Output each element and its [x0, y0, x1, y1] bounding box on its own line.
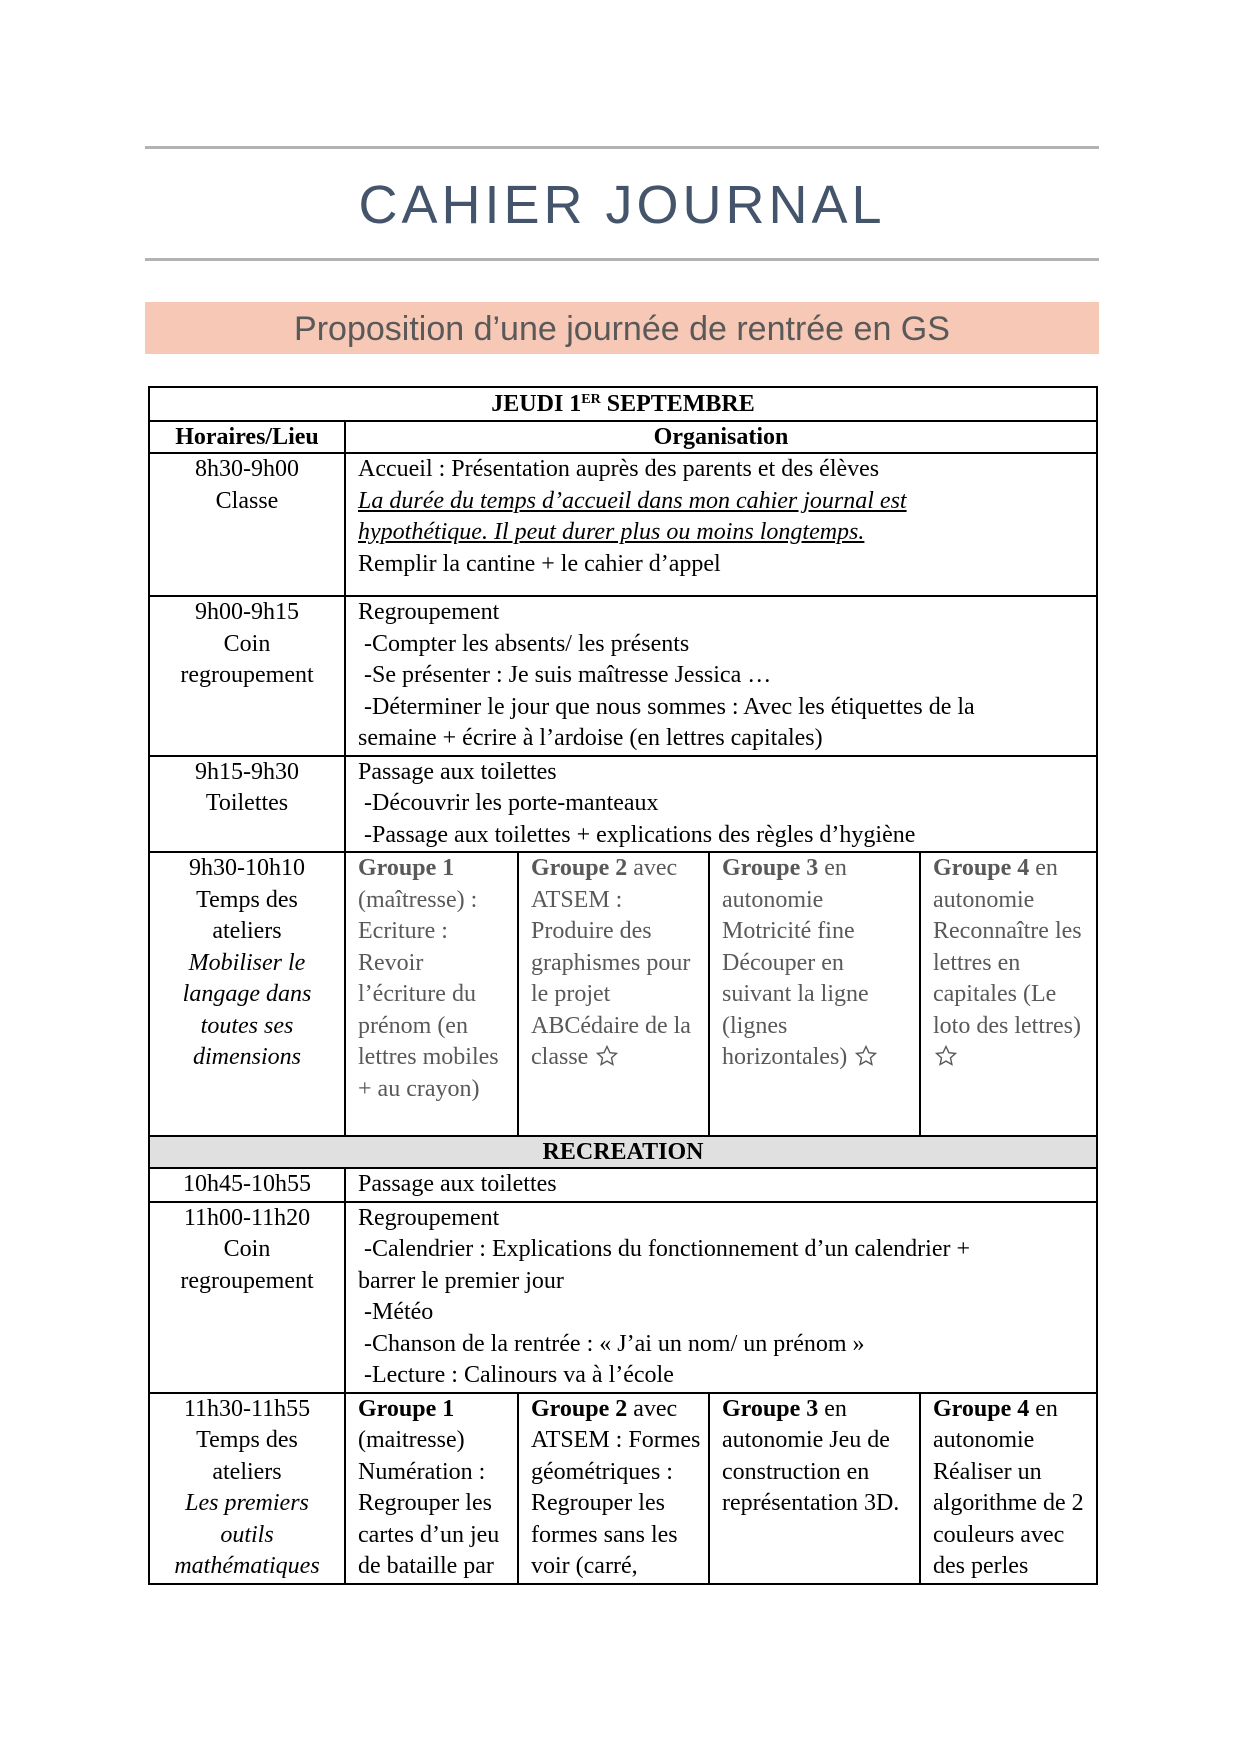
table-row [149, 453, 1097, 596]
organisation-cell: Regroupement -Compter les absents/ les présents -Se présenter : Je suis maîtresse Jessica … -Déterminer le jour que nous sommes : Avec les étiquettes de la semaine + écrire à l’ardoise (en lettres capitales) [345, 596, 1097, 756]
star-icon [853, 1044, 879, 1070]
journal-table [148, 386, 1098, 1585]
time-cell: 11h00-11h20 Coin regroupement [149, 1202, 345, 1393]
column-header-time: Horaires/Lieu [149, 421, 345, 453]
page-title: CAHIER JOURNAL [358, 175, 886, 235]
time-cell: 10h45-10h55 [149, 1168, 345, 1202]
time-cell: 9h30-10h10 Temps des ateliers Mobiliser le langage dans toutes ses dimensions [149, 852, 345, 1136]
group-cell-1: Groupe 1 (maîtresse) : Ecriture : Revoir l’écriture du prénom (en lettres mobiles + au crayon) [345, 852, 518, 1136]
column-header-organisation: Organisation [345, 421, 1097, 453]
organisation-cell: Accueil : Présentation auprès des parents et des élèves La durée du temps d’accueil dans mon cahier journal est hypothétique. Il peut durer plus ou moins longtemps. Remplir la cantine + le cahier d’appel [345, 453, 1097, 596]
time-cell: 8h30-9h00 Classe [149, 453, 345, 596]
recreation-row [149, 1136, 1097, 1168]
time-cell: 9h15-9h30 Toilettes [149, 756, 345, 853]
recreation-label: RECREATION [149, 1136, 1097, 1168]
group-cell-3: Groupe 3 en autonomie Jeu de construction en représentation 3D. [709, 1393, 920, 1584]
page-subtitle: Proposition d’une journée de rentrée en GS [145, 302, 1099, 354]
learning-domain: Les premiers outils mathématiques [174, 1490, 320, 1579]
top-rule [145, 146, 1099, 149]
table-row [149, 596, 1097, 756]
organisation-cell: Passage aux toilettes [345, 1168, 1097, 1202]
table-row [149, 1202, 1097, 1393]
star-icon [594, 1044, 620, 1070]
organisation-cell: Passage aux toilettes -Découvrir les porte-manteaux -Passage aux toilettes + explications des règles d’hygiène [345, 756, 1097, 853]
group-cell-4: Groupe 4 en autonomie Réaliser un algorithme de 2 couleurs avec des perles [920, 1393, 1097, 1584]
star-icon [933, 1044, 959, 1070]
day-header-row [149, 387, 1097, 421]
workshop-row [149, 1393, 1097, 1584]
bottom-rule [145, 258, 1099, 261]
group-cell-2: Groupe 2 avec ATSEM : Formes géométriques : Regrouper les formes sans les voir (carré, [518, 1393, 709, 1584]
workshop-row [149, 852, 1097, 1136]
group-cell-4: Groupe 4 en autonomie Reconnaître les lettres en capitales (Le loto des lettres) [920, 852, 1097, 1136]
group-cell-3: Groupe 3 en autonomie Motricité fine Découper en suivant la ligne (lignes horizontales) [709, 852, 920, 1136]
organisation-cell: Regroupement -Calendrier : Explications du fonctionnement d’un calendrier + barrer le premier jour -Météo -Chanson de la rentrée : « J’ai un nom/ un prénom » -Lecture : Calinours va à l’école [345, 1202, 1097, 1393]
table-row [149, 756, 1097, 853]
time-cell: 9h00-9h15 Coin regroupement [149, 596, 345, 756]
learning-domain: Mobiliser le langage dans toutes ses dimensions [182, 949, 312, 1070]
column-header-row [149, 421, 1097, 453]
group-cell-1: Groupe 1 (maitresse) Numération : Regrouper les cartes d’un jeu de bataille par [345, 1393, 518, 1584]
day-header: JEUDI 1ER SEPTEMBRE [149, 387, 1097, 421]
group-cell-2: Groupe 2 avec ATSEM : Produire des graphismes pour le projet ABCédaire de la classe [518, 852, 709, 1136]
table-row [149, 1168, 1097, 1202]
time-cell: 11h30-11h55 Temps des ateliers Les premiers outils mathématiques [149, 1393, 345, 1584]
